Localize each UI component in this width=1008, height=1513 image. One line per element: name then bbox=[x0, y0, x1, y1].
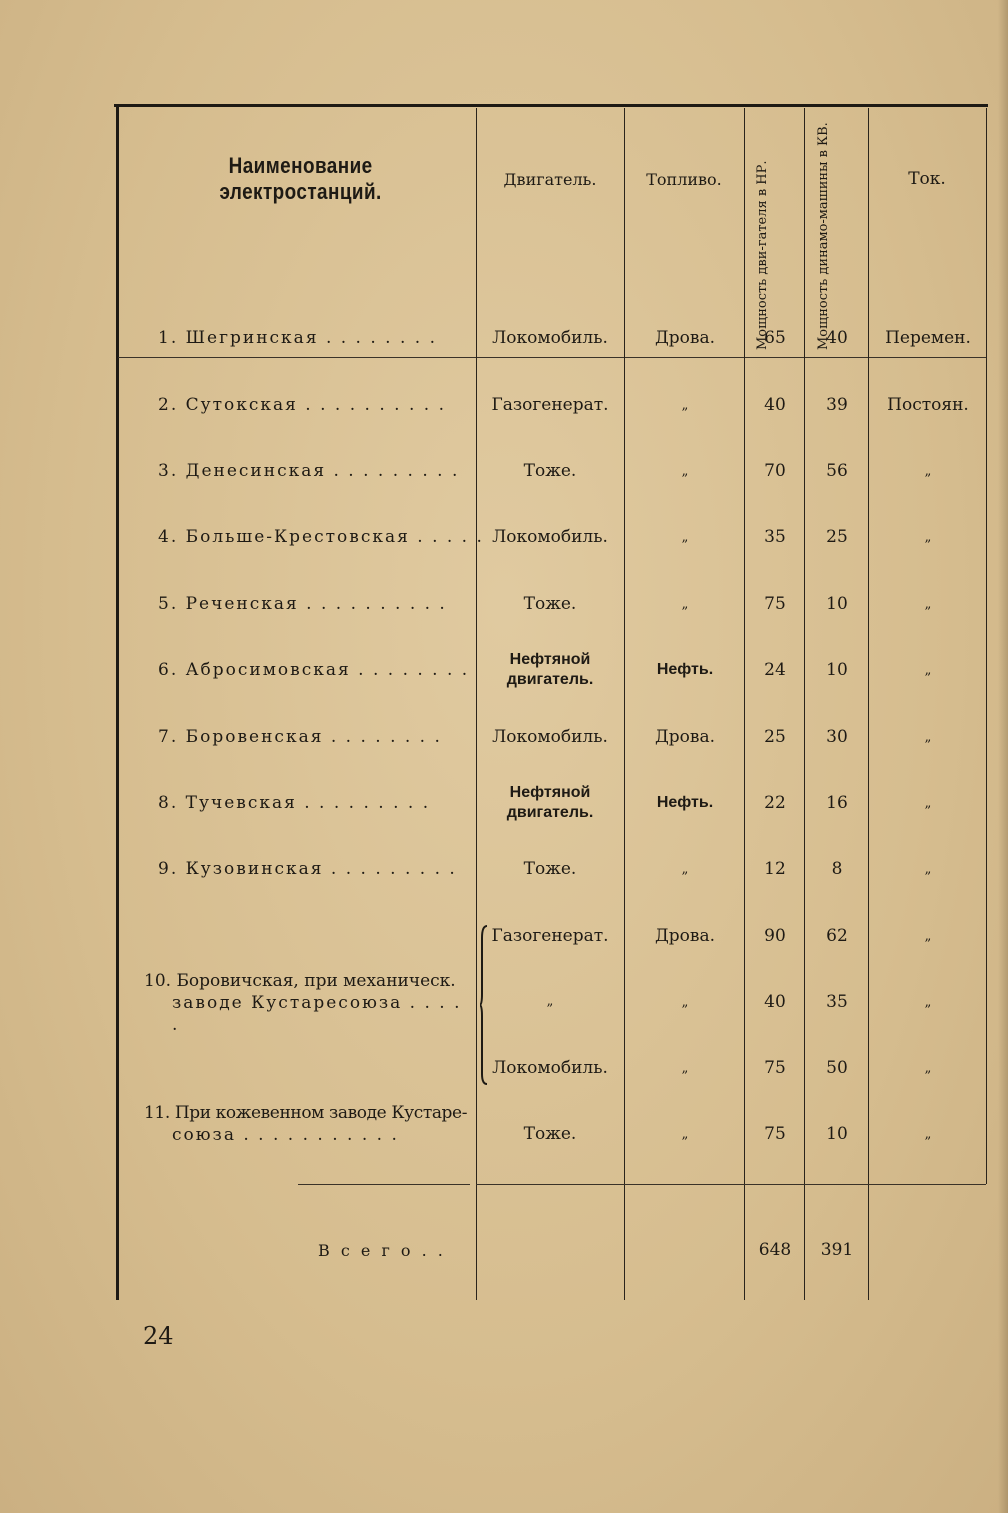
table-row bbox=[114, 916, 988, 956]
total-rule bbox=[298, 1184, 470, 1185]
fuel-cell: Нефть. bbox=[656, 661, 714, 678]
station-name-line: 10. Боровичская, при механическ. bbox=[144, 971, 456, 991]
fuel-cell: Дрова. bbox=[654, 328, 716, 348]
engine-cell: Локомобиль. bbox=[492, 328, 608, 348]
table-row bbox=[114, 385, 988, 425]
current-cell: „ bbox=[924, 529, 932, 545]
engine-cell: Газогенерат. bbox=[491, 926, 609, 946]
current-cell: „ bbox=[924, 795, 932, 811]
table-top-rule bbox=[114, 104, 988, 107]
hp-cell: 40 bbox=[764, 992, 786, 1012]
table-row bbox=[114, 849, 988, 889]
kw-cell: 10 bbox=[826, 660, 848, 680]
current-cell: „ bbox=[924, 861, 932, 877]
kw-cell: 30 bbox=[826, 727, 848, 747]
kw-cell: 39 bbox=[826, 395, 848, 415]
station-name: 5. Реченская . . . . . . . . . . bbox=[158, 594, 447, 614]
power-stations-table bbox=[114, 104, 988, 1300]
kw-cell: 62 bbox=[826, 926, 848, 946]
current-cell: Постоян. bbox=[887, 395, 969, 415]
fuel-cell: „ bbox=[681, 1126, 689, 1142]
total-kw: 391 bbox=[820, 1240, 854, 1260]
col-divider bbox=[986, 108, 987, 1184]
header-engine: Двигатель. bbox=[503, 169, 597, 189]
kw-cell: 50 bbox=[826, 1058, 848, 1078]
engine-cell: Локомобиль. bbox=[492, 727, 608, 747]
total-label: В с е г о . . bbox=[318, 1240, 446, 1260]
fuel-cell: „ bbox=[681, 397, 689, 413]
hp-cell: 25 bbox=[764, 727, 786, 747]
current-cell: Перемен. bbox=[885, 328, 971, 348]
header-fuel: Топливо. bbox=[646, 169, 722, 189]
current-cell: „ bbox=[924, 994, 932, 1010]
fuel-cell: „ bbox=[681, 463, 689, 479]
station-name: 1. Шегринская . . . . . . . . bbox=[158, 328, 437, 348]
hp-cell: 35 bbox=[764, 527, 786, 547]
fuel-cell: „ bbox=[681, 1060, 689, 1076]
kw-cell: 10 bbox=[826, 1124, 848, 1144]
table-row bbox=[114, 783, 988, 823]
fuel-cell: Дрова. bbox=[654, 926, 716, 946]
table-row bbox=[114, 717, 988, 757]
station-name-line: союза . . . . . . . . . . . bbox=[172, 1125, 399, 1145]
fuel-cell: Дрова. bbox=[654, 727, 716, 747]
header-engine-power: Мощность дви-гателя в НР. bbox=[755, 160, 770, 350]
kw-cell: 10 bbox=[826, 594, 848, 614]
hp-cell: 75 bbox=[764, 1124, 786, 1144]
hp-cell: 75 bbox=[764, 1058, 786, 1078]
fuel-cell: „ bbox=[681, 596, 689, 612]
current-cell: „ bbox=[924, 928, 932, 944]
table-row bbox=[114, 318, 988, 358]
fuel-cell: „ bbox=[681, 994, 689, 1010]
table-row bbox=[114, 1048, 988, 1088]
station-name: 6. Абросимовская . . . . . . . . bbox=[158, 660, 470, 680]
header-dynamo-power: Мощность динамо-машины в КВ. bbox=[816, 122, 831, 350]
engine-cell: Локомобиль. bbox=[492, 527, 608, 547]
table-row bbox=[114, 451, 988, 491]
fuel-cell: „ bbox=[681, 861, 689, 877]
current-cell: „ bbox=[924, 1060, 932, 1076]
table-row bbox=[114, 517, 988, 557]
hp-cell: 22 bbox=[764, 793, 786, 813]
current-cell: „ bbox=[924, 729, 932, 745]
engine-cell: Газогенерат. bbox=[491, 395, 609, 415]
total-hp: 648 bbox=[758, 1240, 792, 1260]
engine-cell: Нефтяной двигатель. bbox=[506, 651, 594, 688]
hp-cell: 24 bbox=[764, 660, 786, 680]
current-cell: „ bbox=[924, 662, 932, 678]
station-name-line: заводе Кустаресоюза . . . . . bbox=[172, 993, 462, 1035]
current-cell: „ bbox=[924, 1126, 932, 1142]
hp-cell: 65 bbox=[764, 328, 786, 348]
current-cell: „ bbox=[924, 596, 932, 612]
header-station-name: Наименование электростанций. bbox=[219, 153, 382, 204]
station-name-line: 11. При кожевенном заводе Кустаре- bbox=[144, 1103, 468, 1123]
engine-cell: Тоже. bbox=[523, 1124, 577, 1144]
station-name: 7. Боровенская . . . . . . . . bbox=[158, 727, 442, 747]
engine-cell: Тоже. bbox=[523, 594, 577, 614]
kw-cell: 56 bbox=[826, 461, 848, 481]
table-row bbox=[114, 650, 988, 690]
current-cell: „ bbox=[924, 463, 932, 479]
kw-cell: 40 bbox=[826, 328, 848, 348]
fuel-cell: Нефть. bbox=[656, 794, 714, 811]
hp-cell: 40 bbox=[764, 395, 786, 415]
engine-cell: Тоже. bbox=[523, 461, 577, 481]
table-row bbox=[114, 1114, 988, 1154]
page-number: 24 bbox=[143, 1322, 174, 1350]
header-current: Ток. bbox=[908, 169, 946, 189]
kw-cell: 16 bbox=[826, 793, 848, 813]
fuel-cell: „ bbox=[681, 529, 689, 545]
station-name: 9. Кузовинская . . . . . . . . . bbox=[158, 859, 457, 879]
kw-cell: 8 bbox=[831, 859, 843, 879]
total-row bbox=[114, 1230, 988, 1270]
engine-cell: „ bbox=[546, 994, 554, 1009]
station-name: 8. Тучевская . . . . . . . . . bbox=[158, 793, 431, 813]
station-name: 3. Денесинская . . . . . . . . . bbox=[158, 461, 460, 481]
engine-cell: Локомобиль. bbox=[492, 1058, 608, 1078]
kw-cell: 35 bbox=[826, 992, 848, 1012]
kw-cell: 25 bbox=[826, 527, 848, 547]
table-row bbox=[114, 584, 988, 624]
hp-cell: 70 bbox=[764, 461, 786, 481]
hp-cell: 75 bbox=[764, 594, 786, 614]
station-name: 2. Сутокская . . . . . . . . . . bbox=[158, 395, 446, 415]
table-row bbox=[114, 982, 988, 1022]
station-name: 4. Больше-Крестовская . . . . . bbox=[158, 527, 484, 547]
page-edge bbox=[998, 0, 1008, 1513]
engine-cell: Нефтяной двигатель. bbox=[506, 784, 594, 821]
hp-cell: 90 bbox=[764, 926, 786, 946]
engine-cell: Тоже. bbox=[523, 859, 577, 879]
total-rule bbox=[476, 1184, 986, 1185]
hp-cell: 12 bbox=[764, 859, 786, 879]
